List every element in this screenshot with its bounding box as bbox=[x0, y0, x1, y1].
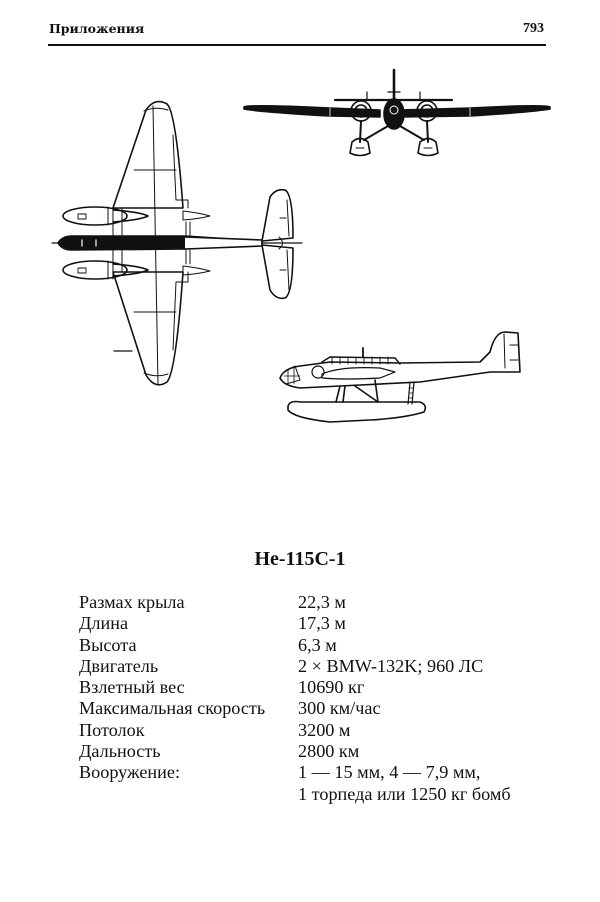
page-number: 793 bbox=[523, 21, 544, 36]
spec-row-ceiling bbox=[79, 720, 511, 741]
spec-label: Вооружение: bbox=[79, 762, 181, 783]
spec-row-length bbox=[79, 613, 511, 634]
spec-value: 2800 км bbox=[298, 741, 360, 762]
spec-row-wingspan bbox=[79, 592, 511, 613]
spec-label: Размах крыла bbox=[79, 592, 185, 612]
section-title: Приложения bbox=[49, 21, 145, 36]
spec-label: Длина bbox=[79, 613, 129, 634]
front-view bbox=[244, 70, 550, 156]
spec-row-armament-continued bbox=[79, 784, 511, 805]
top-view bbox=[48, 102, 302, 393]
spec-label: Высота bbox=[79, 634, 137, 655]
spec-label: Максимальная скорость bbox=[79, 698, 266, 719]
aircraft-three-view-drawing bbox=[0, 50, 600, 450]
spec-label: Потолок bbox=[79, 719, 145, 740]
spec-value: 22,3 м bbox=[298, 592, 346, 612]
spec-value: 2 × BMW-132K; 960 ЛС bbox=[298, 655, 484, 676]
spec-row-max-speed bbox=[79, 698, 511, 719]
spec-row-range bbox=[79, 741, 511, 762]
spec-value: 3200 м bbox=[298, 719, 351, 740]
spec-value: 17,3 м bbox=[298, 613, 346, 634]
aircraft-model-title: He-115C-1 bbox=[254, 548, 346, 570]
spec-row-height bbox=[79, 635, 511, 656]
spec-table bbox=[79, 592, 511, 805]
spec-value: 1 — 15 мм, 4 — 7,9 мм, bbox=[298, 762, 481, 783]
spec-row-armament bbox=[79, 762, 511, 783]
spec-row-takeoff-weight bbox=[79, 677, 511, 698]
side-view bbox=[280, 332, 520, 422]
spec-row-engine bbox=[79, 656, 511, 677]
spec-label bbox=[79, 784, 298, 805]
spec-value: 300 км/час bbox=[298, 698, 381, 719]
spec-label: Взлетный вес bbox=[79, 677, 185, 698]
spec-value: 6,3 м bbox=[298, 634, 337, 655]
spec-value: 1 торпеда или 1250 кг бомб bbox=[298, 783, 511, 804]
spec-label: Двигатель bbox=[79, 655, 159, 676]
running-header bbox=[48, 18, 546, 46]
spec-value: 10690 кг bbox=[298, 677, 365, 698]
spec-label: Дальность bbox=[79, 741, 161, 762]
